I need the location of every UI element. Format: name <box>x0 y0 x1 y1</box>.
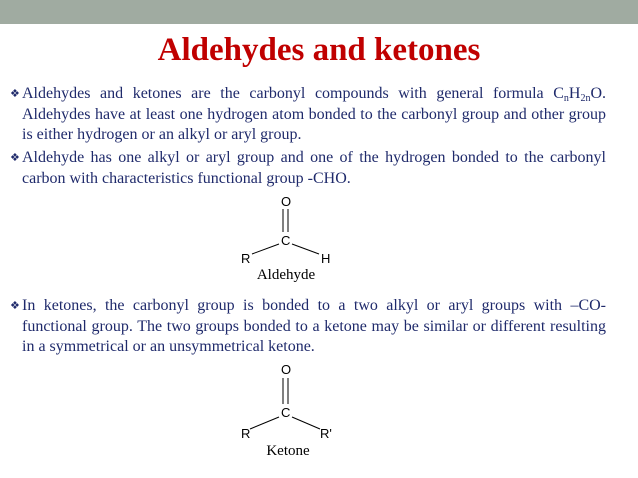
aldehyde-oxygen-label: O <box>281 194 292 209</box>
ketone-oxygen-label: O <box>281 362 292 377</box>
aldehyde-left-bond <box>252 244 279 254</box>
diamond-bullet-icon: ❖ <box>10 152 20 164</box>
ketone-structure <box>228 360 338 460</box>
ketone-carbon-label: C <box>281 405 291 420</box>
ketone-left-group-label: R <box>241 426 251 441</box>
aldehyde-carbon-label: C <box>281 233 291 248</box>
p1-sub-n: n <box>563 93 569 104</box>
aldehyde-left-group-label: R <box>241 251 251 266</box>
slide-title: Aldehydes and ketones <box>157 32 481 68</box>
p1-sub-2n: 2n <box>580 93 591 104</box>
ketone-right-group-label: R' <box>320 426 332 441</box>
header-band <box>0 0 638 24</box>
p3-text: In ketones, the carbonyl group is bonded to a two alkyl or aryl groups with –CO- functional group. The two groups bonded to a ketone may be similar or different resulting in a symmetrical or an unsymmetrical ketone. <box>22 297 606 355</box>
p1-text-a: Aldehydes and ketones are the carbonyl compounds with general formula C <box>22 85 564 102</box>
paragraph-aldehyde <box>10 148 606 189</box>
ketone-right-bond <box>292 417 320 429</box>
aldehyde-structure <box>230 192 340 282</box>
aldehyde-right-group-label: H <box>321 251 331 266</box>
aldehyde-caption: Aldehyde <box>256 267 316 283</box>
aldehyde-structure-svg <box>230 192 340 282</box>
diamond-bullet-icon: ❖ <box>10 88 20 100</box>
ketone-left-bond <box>250 417 279 429</box>
paragraph-general-formula <box>10 84 606 146</box>
p1-text-c: O. Aldehydes have at least one hydrogen atom bonded to the carbonyl group and other group is either hydrogen or an alkyl or aryl group. <box>22 85 606 143</box>
ketone-caption: Ketone <box>266 443 310 459</box>
ketone-structure-svg <box>228 360 338 460</box>
p1-text-b: H <box>568 85 581 102</box>
aldehyde-right-bond <box>292 244 319 254</box>
paragraph-ketone <box>10 296 606 358</box>
diamond-bullet-icon: ❖ <box>10 300 20 312</box>
p2-text: Aldehyde has one alkyl or aryl group and one of the hydrogen bonded to the carbonyl carbon with characteristics functional group -CHO. <box>22 149 606 187</box>
